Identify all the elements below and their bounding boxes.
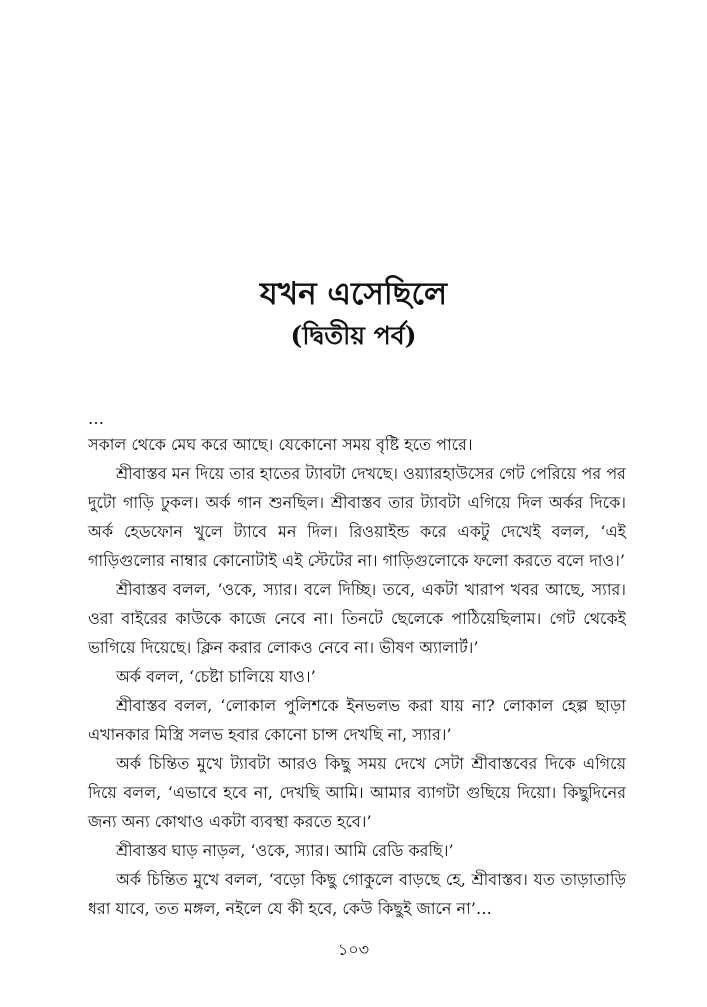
opening-ellipsis: … bbox=[88, 409, 104, 428]
paragraph-3: শ্রীবাস্তব বলল, ‘ওকে, স্যার। বলে দিচ্ছি। তবে, একটা খারাপ খবর আছে, স্যার। ওরা বাইরের কাউকে কাজে নেবে না। তিনটে ছেলেকে পাঠিয়েছিলাম। গেট থেকেই ভাগিয়ে দিয়েছে। ক্লিন করার লোকও নেবে না। ভীষণ অ্যালার্ট।’ bbox=[88, 580, 626, 657]
chapter-title: যখন এসেছিলে bbox=[259, 276, 448, 312]
paragraph-2: শ্রীবাস্তব মন দিয়ে তার হাতের ট্যাবটা দেখছে। ওয়্যারহাউসের গেট পেরিয়ে পর পর দুটো গাড়ি ঢুকল। অর্ক গান শুনছিল। শ্রীবাস্তব তার ট্যাবটা এগিয়ে দিল অর্কর দিকে। অর্ক হেডফোন খুলে ট্যাবে মন দিল। রিওয়াইন্ড করে একটু দেখেই বলল, ‘এই গাড়িগুলোর নাম্বার কোনোটাই এই স্টেটের না। গাড়িগুলোকে ফলো করতে বলে দাও।’ bbox=[88, 464, 626, 570]
paragraph-7: শ্রীবাস্তব ঘাড় নাড়ল, ‘ওকে, স্যার। আমি রেডি করছি।’ bbox=[116, 841, 454, 860]
body-text bbox=[88, 408, 626, 923]
paragraph-1: সকাল থেকে মেঘ করে আছে। যেকোনো সময় বৃষ্টি হতে পারে। bbox=[88, 435, 473, 454]
page-number: ১০৩ bbox=[337, 940, 370, 959]
chapter-subtitle: (দ্বিতীয় পর্ব) bbox=[290, 321, 417, 350]
paragraph-4: অর্ক বলল, ‘চেষ্টা চালিয়ে যাও।’ bbox=[116, 667, 316, 686]
paragraph-5: শ্রীবাস্তব বলল, ‘লোকাল পুলিশকে ইনভলভ করা যায় না? লোকাল হেল্প ছাড়া এখানকার মিস্ত্রি সলভ হবার কোনো চান্স দেখছি না, স্যার।’ bbox=[88, 696, 626, 744]
paragraph-8: অর্ক চিন্তিত মুখে বলল, ‘বড়ো কিছু গোকুলে বাড়ছে হে, শ্রীবাস্তব। যত তাড়াতাড়ি ধরা যাবে, তত মঙ্গল, নইলে যে কী হবে, কেউ কিছুই জানে না’… bbox=[88, 870, 626, 918]
paragraph-6: অর্ক চিন্তিত মুখে ট্যাবটা আরও কিছু সময় দেখে সেটা শ্রীবাস্তবের দিকে এগিয়ে দিয়ে বলল, ‘এভাবে হবে না, দেখছি আমি। আমার ব্যাগটা গুছিয়ে দিয়ো। কিছুদিনের জন্য অন্য কোথাও একটা ব্যবস্থা করতে হবে।’ bbox=[88, 754, 626, 831]
